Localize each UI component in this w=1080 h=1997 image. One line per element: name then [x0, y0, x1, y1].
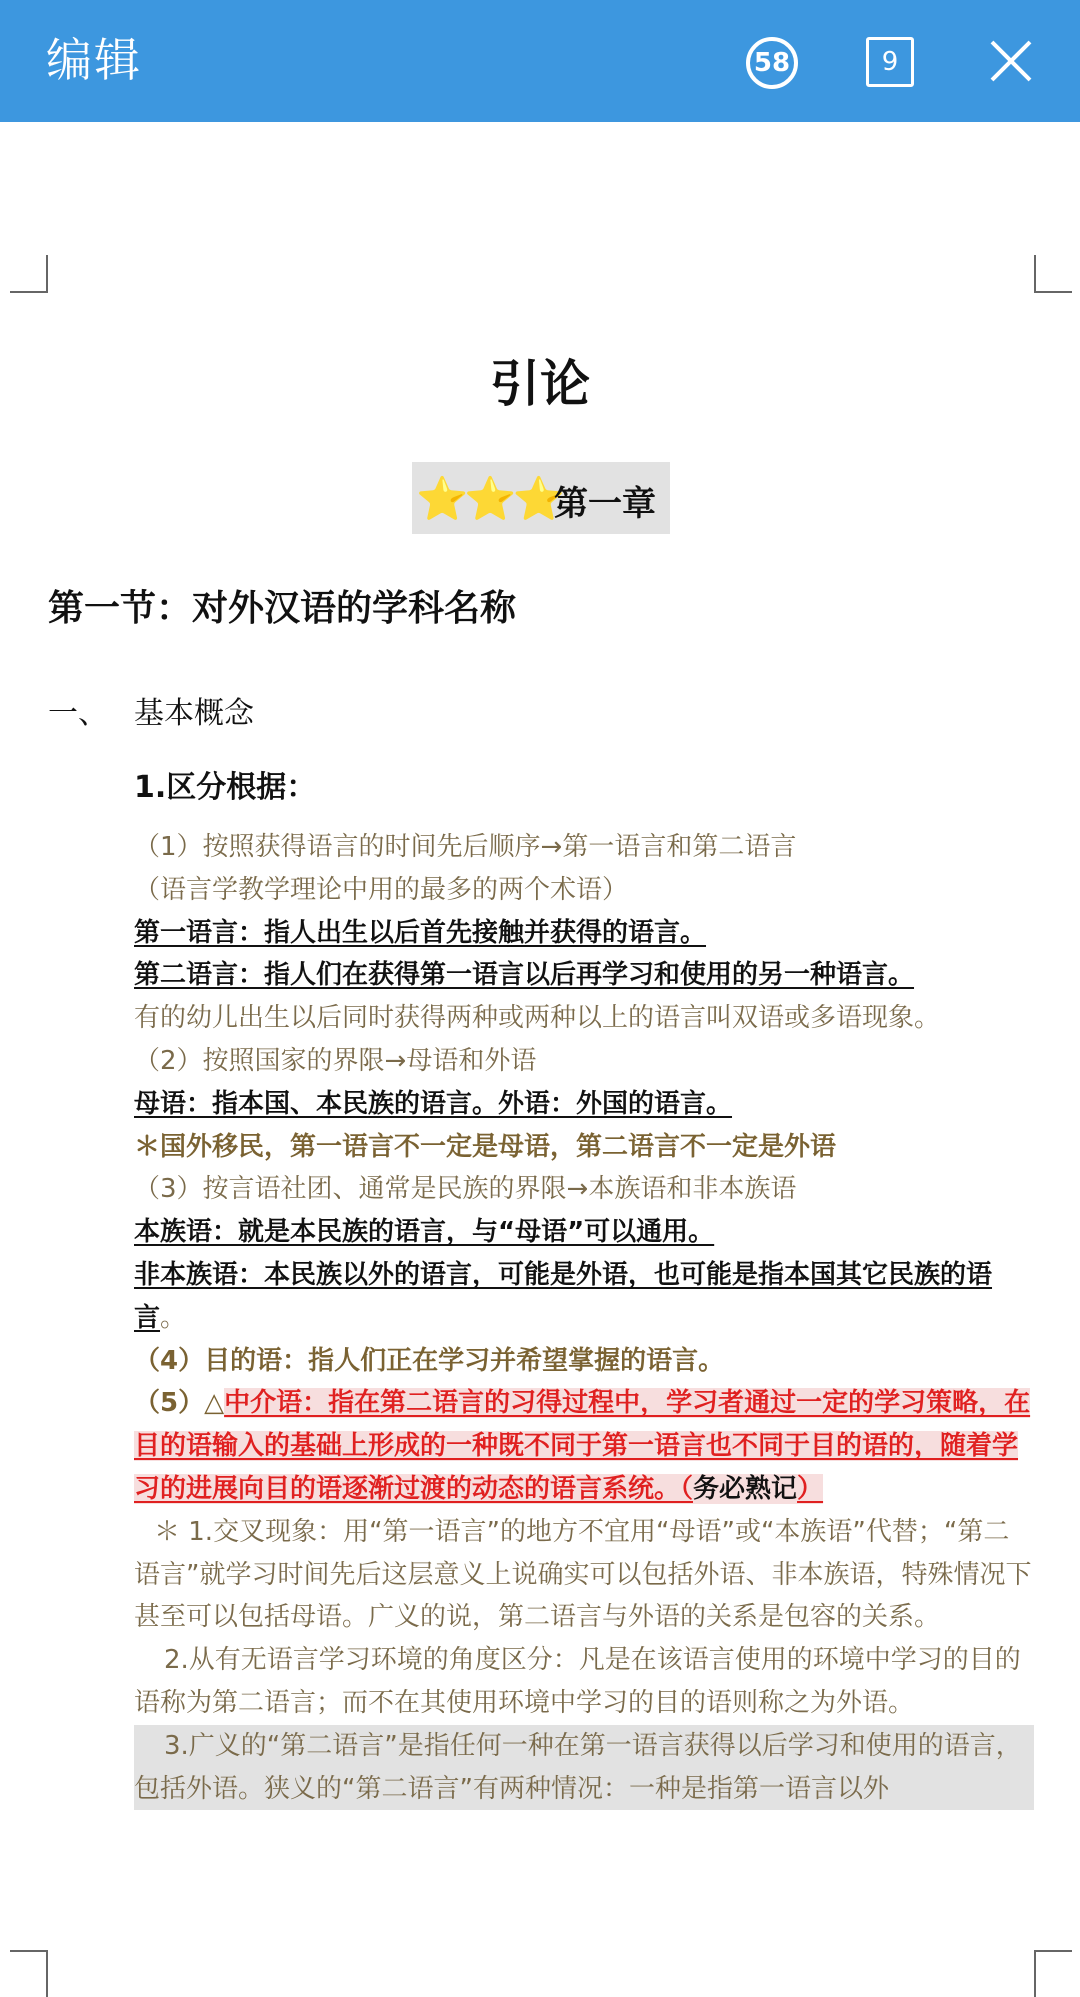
line-11-text: 非本族语：本民族以外的语言，可能是外语，也可能是指本国其它民族的语言: [134, 1259, 993, 1333]
note-3: 3.广义的“第二语言”是指任何一种在第一语言获得以后学习和使用的语言，包括外语。狭义的“第二语言”有两种情况：一种是指第一语言以外: [134, 1725, 1034, 1811]
close-icon[interactable]: [988, 38, 1034, 84]
app-bar: [0, 0, 1080, 122]
line-13-prefix: （5）△: [134, 1388, 225, 1419]
interlanguage-definition: 中介语：指在第二语言的习得过程中，学习者通过一定的学习策略，在目的语输入的基础上形成的一种既不同于第一语言也不同于目的语的，随着学习的进展向目的语逐渐过渡的动态的语言系统。: [134, 1388, 1031, 1504]
crop-mark-bottom-right: [1034, 1950, 1072, 1997]
line-11-end: 。: [160, 1302, 187, 1333]
line-6: （2）按照国家的界限→母语和外语: [134, 1045, 537, 1076]
subheading: [48, 688, 254, 732]
document-title: 引论: [490, 355, 590, 413]
subheading-number: 一、: [48, 696, 108, 731]
badge-58-icon[interactable]: 58: [746, 37, 798, 89]
line-7: 母语：指本国、本民族的语言。外语：外国的语言。: [134, 1088, 733, 1119]
chapter-label: [412, 462, 670, 534]
line-9: （3）按言语社团、通常是民族的界限→本族语和非本族语: [134, 1174, 797, 1205]
chapter-text: 第一章: [554, 484, 656, 524]
paren-open: （: [680, 1473, 694, 1504]
line-11: [134, 1254, 1034, 1340]
basis-heading: 1.区分根据：: [134, 770, 317, 805]
note-1: ＊ 1.交叉现象：用“第一语言”的地方不宜用“母语”或“本族语”代替；“第二语言”就学习时间先后这层意义上说确实可以包括外语、非本族语，特殊情况下甚至可以包括母语。广义的说，第二语言与外语的关系是包容的关系。: [134, 1516, 1032, 1633]
subheading-text: 基本概念: [134, 696, 254, 731]
line-3: 第一语言：指人出生以后首先接触并获得的语言。: [134, 917, 707, 948]
crop-mark-top-right: [1034, 255, 1072, 293]
star-icons: ⭐⭐⭐: [416, 474, 561, 523]
line-2: （语言学教学理论中用的最多的两个术语）: [134, 874, 629, 905]
line-12: （4）目的语：指人们正在学习并希望掌握的语言。: [134, 1345, 725, 1376]
document-body: [134, 826, 1034, 1810]
paren-close: ）: [797, 1473, 824, 1504]
line-10: 本族语：就是本民族的语言，与“母语”可以通用。: [134, 1217, 715, 1248]
line-8: ＊国外移民，第一语言不一定是母语，第二语言不一定是外语: [134, 1131, 837, 1162]
crop-mark-bottom-left: [10, 1950, 48, 1997]
line-5: 有的幼儿出生以后同时获得两种或两种以上的语言叫双语或多语现象。: [134, 1003, 941, 1034]
must-memorize-note: 务必熟记: [693, 1473, 798, 1504]
crop-mark-top-left: [10, 255, 48, 293]
line-13: [134, 1382, 1034, 1510]
section-heading: 第一节：对外汉语的学科名称: [48, 588, 517, 629]
line-4: 第二语言：指人们在获得第一语言以后再学习和使用的另一种语言。: [134, 960, 915, 991]
edit-button[interactable]: 编辑: [46, 33, 142, 87]
note-2: 2.从有无语言学习环境的角度区分：凡是在该语言使用的环境中学习的目的语称为第二语言；而不在其使用环境中学习的目的语则称之为外语。: [134, 1645, 1021, 1718]
line-1: （1）按照获得语言的时间先后顺序→第一语言和第二语言: [134, 832, 797, 862]
page-count-icon[interactable]: 9: [866, 37, 914, 87]
